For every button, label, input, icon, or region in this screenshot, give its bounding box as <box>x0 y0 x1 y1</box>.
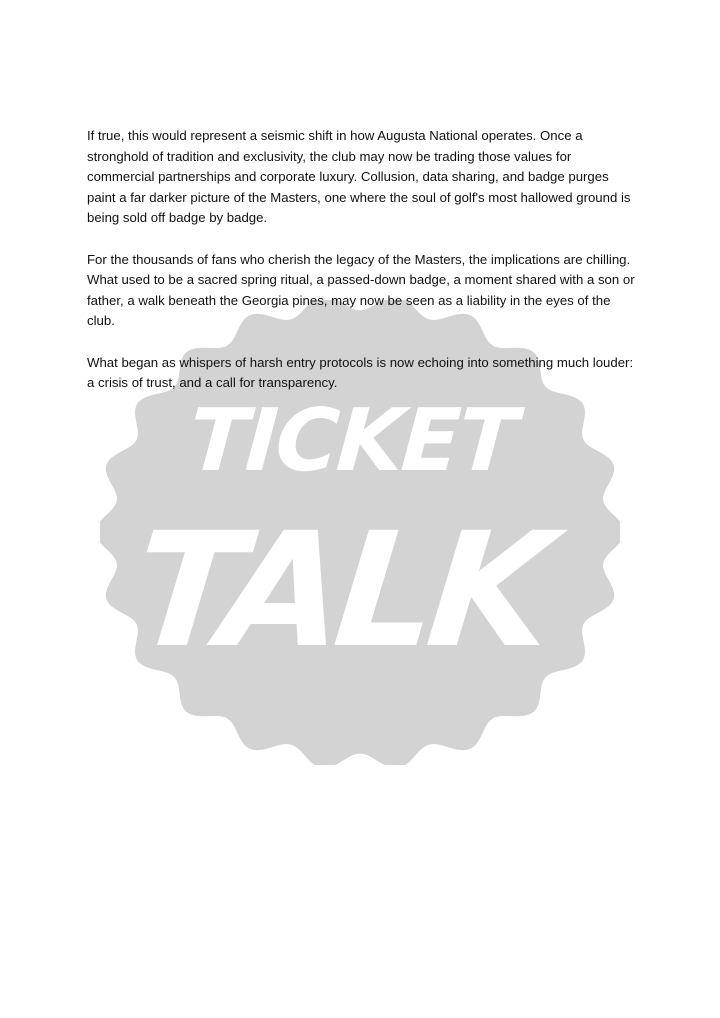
paragraph-2: For the thousands of fans who cherish the legacy of the Masters, the implications are chilling. What used to be a sacred spring ritual, a passed-down badge, a moment shared with a son or father, a walk beneath the Georgia pines, may now be seen as a liability in the eyes of the club. <box>87 251 635 329</box>
watermark-line2: TALK <box>125 499 554 683</box>
paragraph-1: If true, this would represent a seismic shift in how Augusta National operates. Once a stronghold of tradition and exclusivity, the club may now be trading those values for commercial partnerships and corporate luxury. Collusion, data sharing, and badge purges paint a far darker picture of the Masters, one where the soul of golf's most hallowed ground is being sold off badge by badge. <box>87 128 631 226</box>
watermark-line1: TICKET <box>185 391 519 491</box>
article-body <box>87 126 637 414</box>
paragraph-3: What began as whispers of harsh entry protocols is now echoing into something much louder: a crisis of trust, and a call for transparency. <box>87 354 634 391</box>
